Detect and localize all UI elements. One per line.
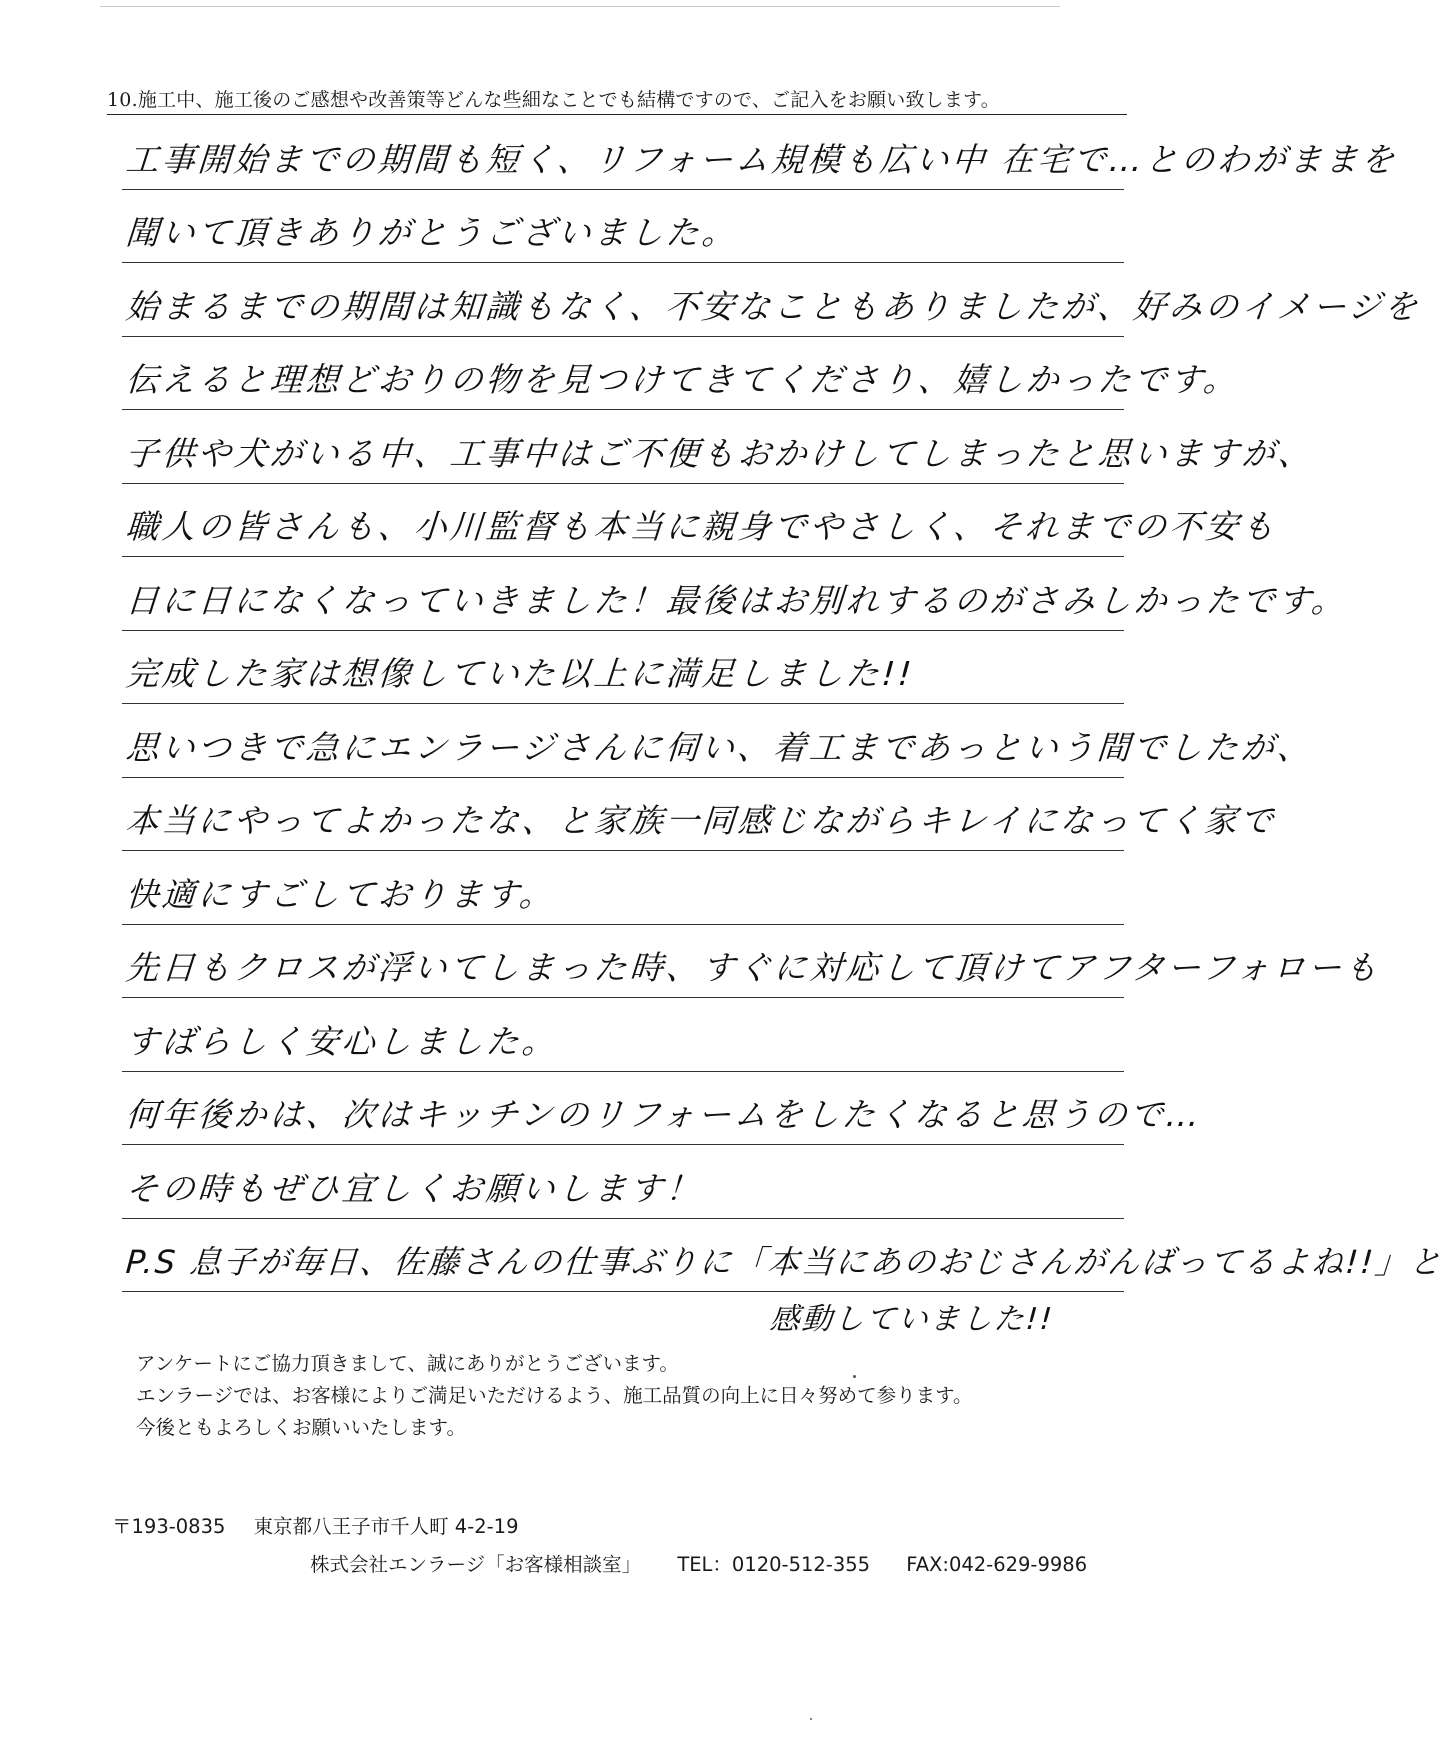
company-address (112, 1511, 541, 1539)
answer-line-text: すばらしく安心しました。 (124, 1022, 560, 1061)
scan-speck (810, 1718, 812, 1720)
answer-line-text: 日に日になくなっていきました！最後はお別れするのがさみしかったです。 (124, 581, 1349, 620)
answer-line-text: 始まるまでの期間は知識もなく、不安なこともありましたが、好みのイメージを (124, 287, 1422, 326)
handwritten-answer-area (122, 116, 1445, 1292)
closing-line: 今後ともよろしくお願いいたします。 (136, 1416, 466, 1439)
closing-line: アンケートにご協力頂きまして、誠にありがとうございます。 (136, 1352, 679, 1375)
answer-line (122, 337, 1241, 410)
company-tel: TEL：0120-512-355 (677, 1553, 871, 1576)
answer-line-text: P.S 息子が毎日、佐藤さんの仕事ぶりに「本当にあのおじさんがんばってるよね!!」と (124, 1243, 1445, 1281)
answer-line-text: 完成した家は想像していた以上に満足しました!! (124, 654, 916, 693)
answer-line-text: 子供や犬がいる中、工事中はご不便もおかけしてしまったと思いますが、 (124, 434, 1316, 473)
answer-line (122, 190, 1124, 263)
answer-line-text: 本当にやってよかったな、と家族一同感じながらキレイになってく家で (124, 801, 1278, 840)
question-heading: 10.施工中、施工後のご感想や改善策等どんな些細なことでも結構ですので、ご記入をお願い致します。 (107, 88, 1127, 115)
answer-line-text: 先日もクロスが浮いてしまった時、すぐに対応して頂けてアフターフォローも (124, 948, 1382, 987)
answer-line-text: 思いつきで急にエンラージさんに伺い、着工まであっという間でしたが、 (124, 728, 1315, 767)
cropped-top-line (100, 0, 1060, 7)
answer-line (122, 1145, 1124, 1219)
answer-line (122, 557, 1349, 631)
answer-line (122, 704, 1315, 778)
company-contact (310, 1549, 1087, 1577)
answer-line-text: 聞いて頂きありがとうございました。 (124, 213, 740, 252)
answer-line-text: 職人の皆さんも、小川監督も本当に親身でやさしく、それまでの不安も (124, 507, 1279, 546)
street-address: 東京都八王子市千人町 4-2-19 (253, 1515, 519, 1538)
company-fax: FAX:042-629-9986 (906, 1553, 1088, 1576)
answer-line-text: その時もぜひ宜しくお願いします！ (124, 1169, 704, 1208)
company-name: 株式会社エンラージ「お客様相談室」 (310, 1553, 642, 1576)
answer-line (122, 631, 1124, 704)
answer-line-text: 何年後かは、次はキッチンのリフォームをしたくなると思うので… (124, 1095, 1204, 1134)
answer-line-text: 快適にすごしております。 (124, 875, 557, 914)
ps-continuation: 感動していました!! (768, 1302, 1056, 1337)
scan-speck (853, 1375, 856, 1378)
answer-line (122, 484, 1279, 557)
answer-line (122, 1072, 1204, 1145)
answer-line (122, 998, 1124, 1072)
answer-line (122, 263, 1422, 337)
answer-line-ps (122, 1219, 1445, 1292)
answer-line (122, 410, 1316, 484)
closing-line: エンラージでは、お客様によりご満足いただけるよう、施工品質の向上に日々努めて参ります。 (136, 1384, 973, 1407)
answer-line (122, 851, 1124, 925)
answer-line (122, 925, 1382, 998)
answer-line-text: 伝えると理想どおりの物を見つけてきてくださり、嬉しかったです。 (124, 360, 1241, 399)
postal-code: 〒193-0835 (112, 1515, 226, 1538)
closing-message (136, 1348, 973, 1444)
answer-line-text: 工事開始までの期間も短く、リフォーム規模も広い中 在宅で…とのわがままを (124, 140, 1399, 179)
answer-line (122, 778, 1278, 851)
answer-line (122, 116, 1399, 190)
